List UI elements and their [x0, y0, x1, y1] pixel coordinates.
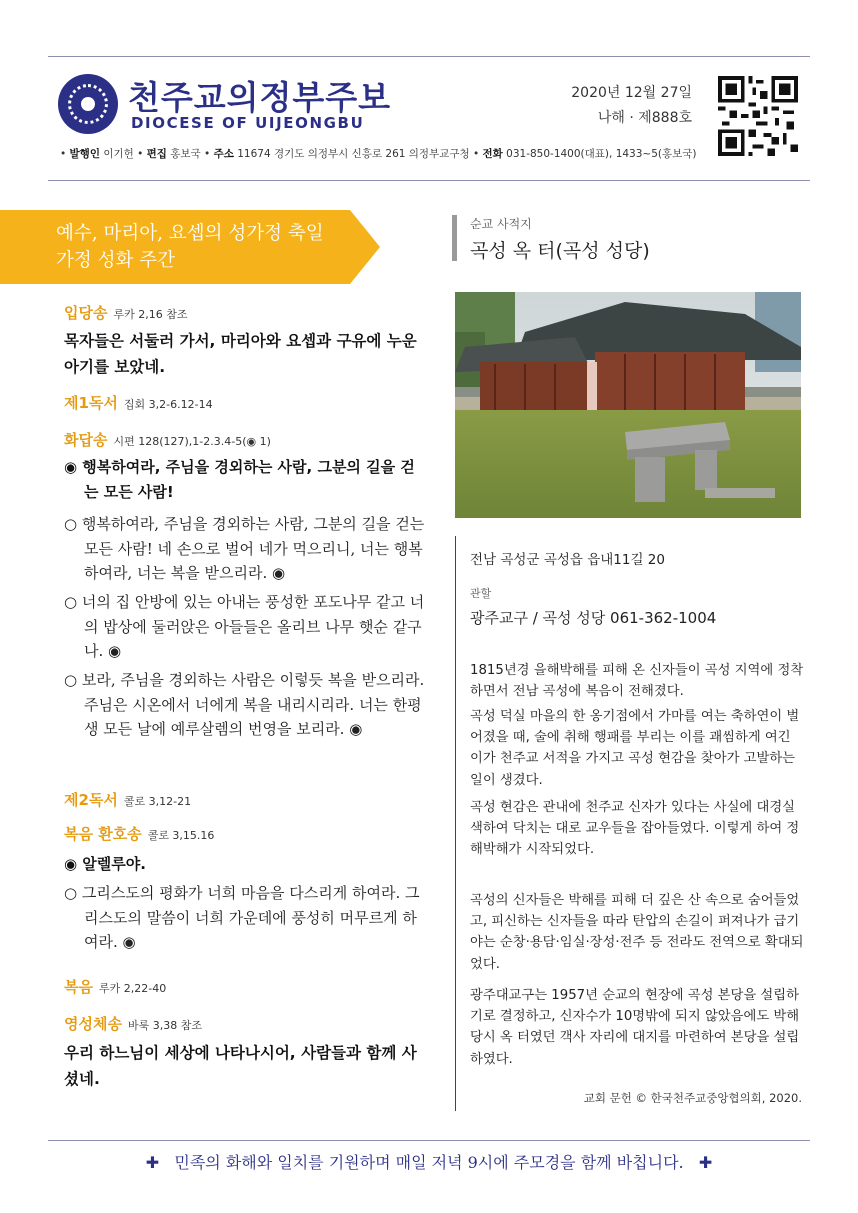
jurisdiction-label: 관할 [470, 587, 492, 600]
issue-date: 2020년 12월 27일 [571, 85, 692, 101]
cross-icon: ✚ [145, 1153, 160, 1172]
column-divider [455, 536, 456, 1111]
gospel-heading: 복음 루카 2,22-40 [64, 978, 167, 996]
footer-text: 민족의 화해와 일치를 기원하며 매일 저녁 9시에 주모경을 함께 바칩니다. [174, 1153, 684, 1172]
history-paragraph: 1815년경 을해박해를 피해 온 신자들이 곡성 지역에 정착하면서 전남 곡성에 복음이 전해졌다. [470, 663, 804, 700]
jurisdiction-contact: 광주교구 / 곡성 성당 061-362-1004 [470, 609, 717, 627]
psalm-verse: ○ 보라, 주님을 경외하는 사람은 이렇듯 복을 받으리라. 주님은 시온에서 너에게 복을 내리시리라. 너는 한평생 모든 날에 예루살렘의 번영을 보리라. ◉ [64, 671, 425, 738]
entrance-antiphon-heading: 입당송 루카 2,16 참조 [64, 304, 188, 322]
qr-code-icon[interactable] [718, 76, 798, 156]
communion-antiphon-text: 우리 하느님이 세상에 나타나시어, 사람들과 함께 사셨네. [64, 1044, 417, 1088]
second-reading-heading: 제2독서 콜로 3,12-21 [64, 791, 192, 809]
first-reading-heading: 제1독서 집회 3,2-6.12-14 [64, 394, 213, 412]
psalm-heading: 화답송 시편 128(127),1-2.3.4-5(◉ 1) [64, 431, 271, 449]
psalm-response: ◉ 행복하여라, 주님을 경외하는 사람, 그분의 길을 걷는 모든 사람! [64, 458, 415, 501]
site-title: 곡성 옥 터(곡성 성당) [470, 240, 650, 262]
feast-banner-text: 예수, 마리아, 요셉의 성가정 축일 가정 성화 주간 [56, 223, 324, 271]
gospel-acclamation-verse: ○ 그리스도의 평화가 너희 마음을 다스리게 하여라. 그리스도의 말씀이 너희 가운데에 풍성히 머무르게 하여라. ◉ [64, 884, 420, 951]
history-paragraph: 곡성 현감은 관내에 천주교 신자가 있다는 사실에 대경실색하여 닥치는 대로 교우들을 잡아들였다. 이렇게 하여 정해박해가 시작되었다. [470, 800, 800, 858]
publisher-info: • 발행인 이기헌 • 편집 홍보국 • 주소 11674 경기도 의정부시 신흥로 261 의정부교구청 • 전화 031-850-1400(대표), 1433~5(홍보국) [60, 148, 697, 160]
communion-antiphon-heading: 영성체송 바룩 3,38 참조 [64, 1015, 202, 1033]
diocese-logo-icon [58, 74, 118, 134]
footer-rule [48, 1140, 810, 1141]
header-rule [48, 180, 810, 181]
masthead-title: 천주교의정부주보 [128, 78, 392, 117]
history-paragraph: 곡성 덕실 마을의 한 옹기점에서 가마를 여는 축하연이 벌어졌을 때, 술에 취해 행패를 부리는 이를 괘씸하게 여긴 이가 천주교 서적을 가지고 곡성 현감을 찾아가 고발하는 일이 생겼다. [470, 709, 800, 788]
psalm-verse: ○ 행복하여라, 주님을 경외하는 사람, 그분의 길을 걷는 모든 사람! 네 손으로 벌어 네가 먹으리니, 너는 행복하여라, 너는 복을 받으리라. ◉ [64, 515, 425, 582]
masthead-subtitle: DIOCESE OF UIJEONGBU [131, 114, 365, 132]
entrance-antiphon-text: 목자들은 서둘러 가서, 마리아와 요셉과 구유에 누운 아기를 보았네. [64, 332, 417, 376]
church-photo [455, 292, 801, 518]
cross-icon: ✚ [698, 1153, 713, 1172]
gospel-acclamation-response: ◉ 알렐루야. [64, 855, 146, 873]
footer-prayer-line [48, 1150, 810, 1173]
copyright-credit: 교회 문헌 © 한국천주교중앙협의회, 2020. [583, 1091, 802, 1105]
issue-number: 나해 · 제888호 [597, 110, 692, 126]
gospel-acclamation-heading: 복음 환호송 콜로 3,15.16 [64, 825, 215, 843]
psalm-verse: ○ 너의 집 안방에 있는 아내는 풍성한 포도나무 같고 너의 밥상에 둘러앉은 아들들은 올리브 나무 햇순 같구나. ◉ [64, 593, 425, 660]
section-kicker: 순교 사적지 [470, 217, 532, 231]
history-paragraph: 광주대교구는 1957년 순교의 현장에 곡성 본당을 설립하기로 결정하고, 신자수가 10명밖에 되지 않았음에도 박해 당시 옥 터였던 객사 자리에 대지를 마련하여 본당을 설립하였다. [470, 988, 800, 1067]
top-rule [48, 56, 810, 57]
section-marker [452, 215, 457, 261]
history-paragraph: 곡성의 신자들은 박해를 피해 더 깊은 산 속으로 숨어들었고, 피신하는 신자들을 따라 탄압의 손길이 퍼져나가 급기야는 순창·용담·임실·장성·전주 등 전라도 전역으로 확대되었다. [470, 893, 804, 972]
site-address: 전남 곡성군 곡성읍 읍내11길 20 [470, 552, 665, 568]
